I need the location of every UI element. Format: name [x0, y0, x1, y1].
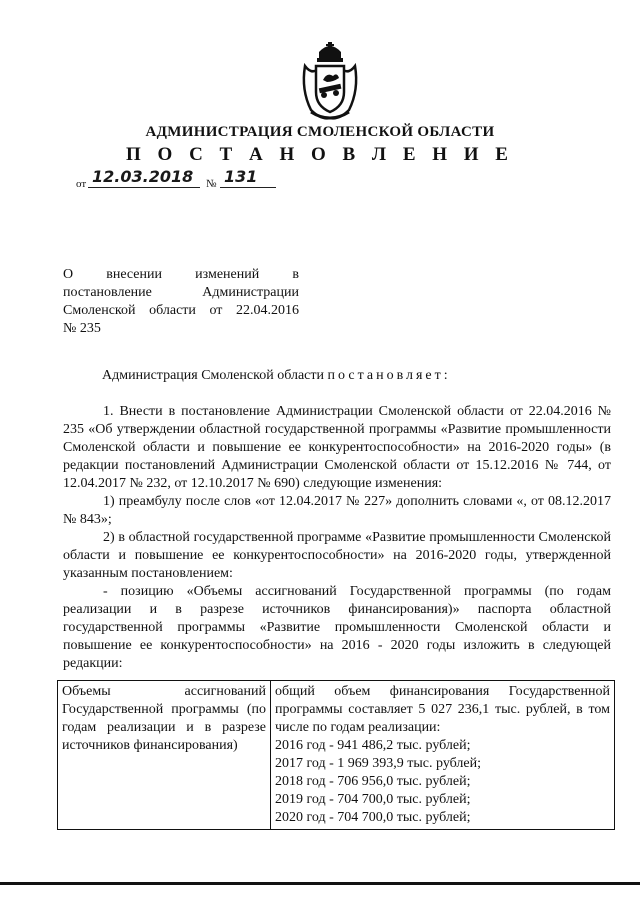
paragraph-2: 1) преамбулу после слов «от 12.04.2017 № 227» дополнить словами «, от 08.12.2017 № 843»; [63, 494, 611, 527]
number-prefix: № [206, 178, 217, 190]
document-body [63, 403, 611, 673]
funding-year-line: 2019 год - 704 700,0 тыс. рублей; [275, 792, 471, 807]
table-row [58, 681, 615, 830]
document-subject [63, 266, 299, 338]
funding-year-line: 2017 год - 1 969 393,9 тыс. рублей; [275, 756, 482, 771]
paragraph-3: 2) в областной государственной программе «Развитие промышленности Смоленской области и повышение ее конкурентоспособности» на 2016-2020 годы, утвержденной указанным постановлением: [63, 530, 611, 581]
document-date: 12.03.2018 [88, 168, 200, 188]
bottom-divider [0, 882, 640, 885]
table-cell-value [271, 681, 615, 830]
subject-line: № 235 [63, 321, 101, 336]
coat-of-arms-emblem [297, 40, 363, 122]
paragraph-1: 1. Внести в постановление Администрации Смоленской области от 22.04.2016 № 235 «Об утверждении областной государственной программы «Развитие промышленности Смоленской области и повышение ее конкурентоспособности» на 2016-2020 годы» (в редакции постановлений Администрации Смоленской области от 15.12.2016 № 744, от 12.04.2017 № 232, от 12.10.2017 № 690) следующие изменения: [63, 404, 611, 491]
preamble-verb: постановляет: [327, 368, 451, 383]
funding-year-line: 2016 год - 941 486,2 тыс. рублей; [275, 738, 471, 753]
table-cell-label: Объемы ассигнований Государственной программы (по годам реализации и в разрезе источников финансирования) [58, 681, 271, 830]
paragraph-4: - позицию «Объемы ассигнований Государственной программы (по годам реализации и в разрезе источников финансирования)» паспорта областной государственной программы «Развитие промышленности Смоленской области и повышение ее конкурентоспособности» на 2016 - 2020 годы изложить в следующей редакции: [63, 584, 611, 671]
date-prefix: от [76, 178, 87, 190]
subject-line: Смоленской области от 22.04.2016 [63, 303, 299, 318]
document-number: 131 [220, 168, 276, 188]
issuing-authority: АДМИНИСТРАЦИЯ СМОЛЕНСКОЙ ОБЛАСТИ [145, 124, 495, 140]
funding-total: общий объем финансирования Государственной программы составляет 5 027 236,1 тыс. рублей, в том числе по годам реализации: [275, 684, 610, 735]
preamble [102, 367, 451, 385]
subject-line: О внесении изменений в [63, 267, 299, 282]
funding-year-line: 2020 год - 704 700,0 тыс. рублей; [275, 810, 471, 825]
document-type-title: П О С Т А Н О В Л Е Н И Е [126, 144, 514, 165]
funding-year-line: 2018 год - 706 956,0 тыс. рублей; [275, 774, 471, 789]
subject-line: постановление Администрации [63, 285, 299, 300]
preamble-lead: Администрация Смоленской области [102, 368, 325, 383]
funding-table [57, 680, 615, 830]
